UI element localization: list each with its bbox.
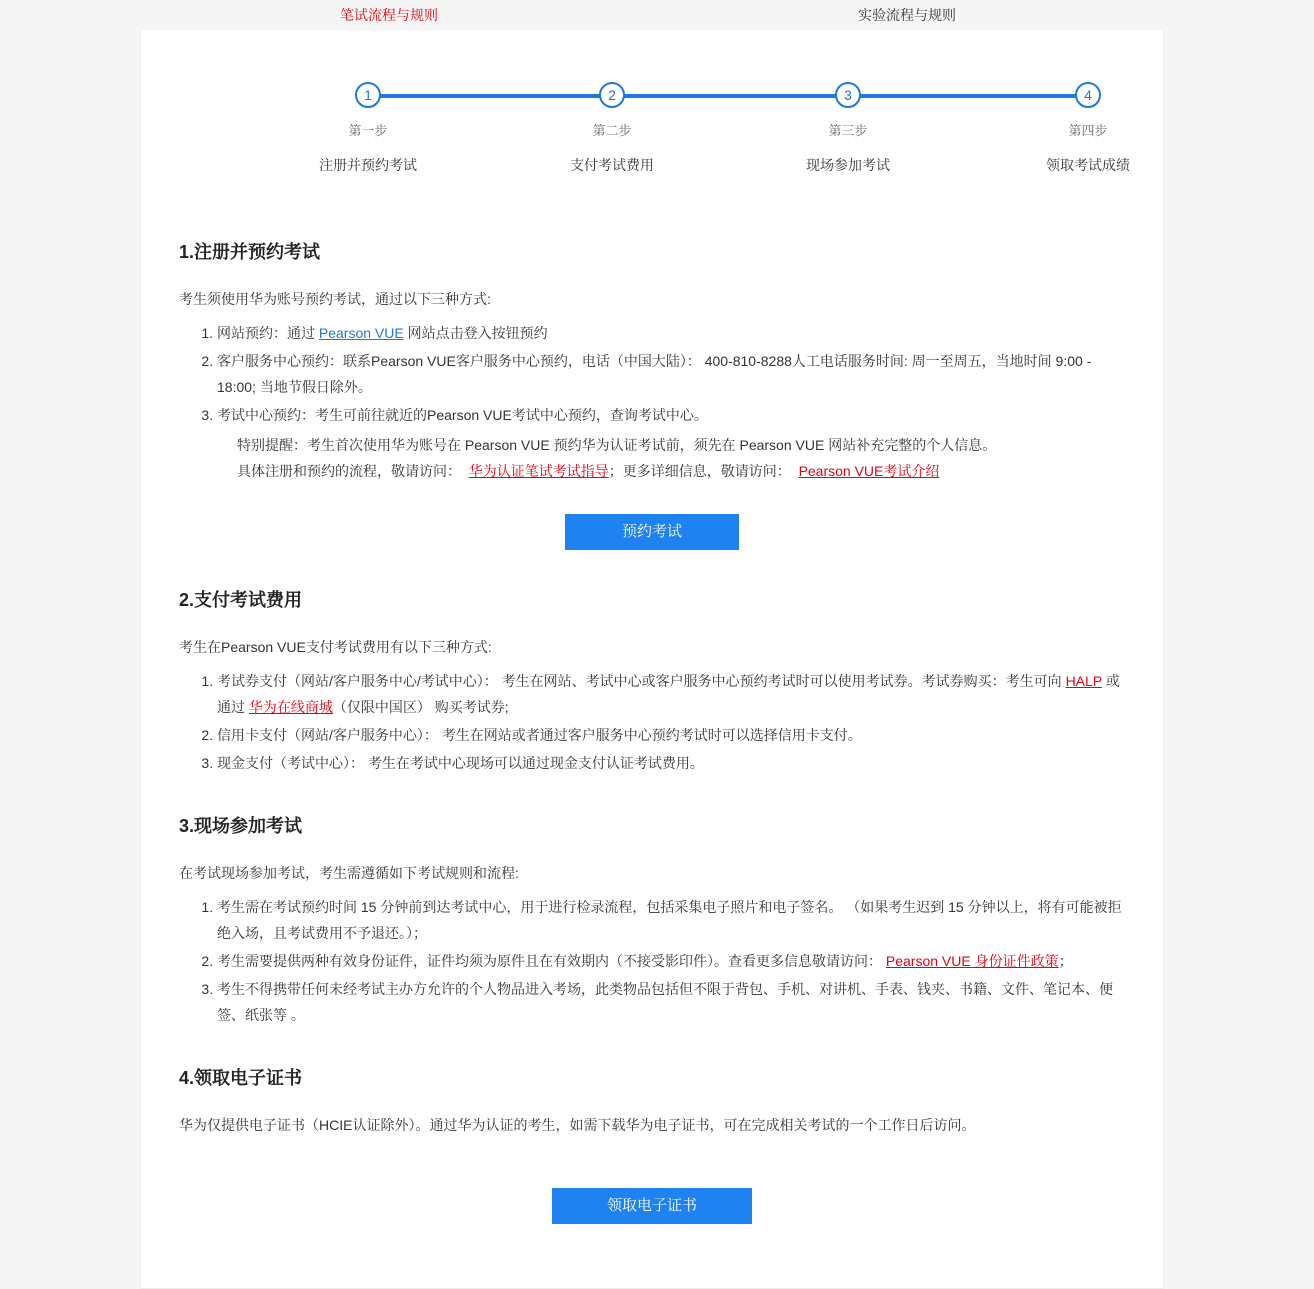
tab-written-exam-rules[interactable]: 笔试流程与规则 xyxy=(340,7,438,23)
certificate-button-wrap xyxy=(179,1146,1125,1268)
step-3 xyxy=(768,82,928,175)
section-2-item-2: 2. 信用卡支付（网站/客户服务中心）： 考生在网站或者通过客户服务中心预约考试时可以选择信用卡支付。 xyxy=(217,722,1125,748)
section-2-item-1-pre: 考试券支付（网站/客户服务中心/考试中心）： 考生在网站、考试中心或客户服务中心预约考试时可以使用考试券。考试券购买：考生可向 xyxy=(217,673,1066,689)
huawei-online-store-link[interactable]: 华为在线商城 xyxy=(248,699,333,715)
section-1-intro: 考生须使用华为账号预约考试，通过以下三种方式: xyxy=(179,291,491,307)
section-3-item-2-post: ； xyxy=(1058,953,1073,969)
section-1-item-3: 3. 考试中心预约：考生可前往就近的Pearson VUE考试中心预约，查询考试中心。 xyxy=(217,402,1125,428)
section-3-item-1: 1. 考生需在考试预约时间 15 分钟前到达考试中心，用于进行检录流程，包括采集电子照片和电子签名。 （如果考生迟到 15 分钟以上，将有可能被拒绝入场，且考试费用不予退还。）； xyxy=(217,894,1125,946)
pearson-vue-exam-intro-link[interactable]: Pearson VUE考试介绍 xyxy=(798,463,940,479)
section-4-title: 4.领取电子证书 xyxy=(179,1068,303,1088)
section-1-item-1-post: 网站点击登入按钮预约 xyxy=(403,325,548,341)
huawei-written-exam-guide-link[interactable]: 华为认证笔试考试指导 xyxy=(468,463,609,479)
step-3-number: 3 xyxy=(835,82,861,108)
pearson-vue-link[interactable]: Pearson VUE xyxy=(318,325,404,341)
step-4-label: 领取考试成绩 xyxy=(1046,157,1130,173)
halp-link[interactable]: HALP xyxy=(1065,673,1102,689)
section-1-detail-line xyxy=(179,458,1125,484)
step-3-label: 现场参加考试 xyxy=(806,157,890,173)
step-3-order: 第三步 xyxy=(828,123,868,138)
section-3-intro: 在考试现场参加考试，考生需遵循如下考试规则和流程: xyxy=(179,865,519,881)
pearson-vue-id-policy-link[interactable]: Pearson VUE 身份证件政策 xyxy=(885,953,1059,969)
step-1-label: 注册并预约考试 xyxy=(319,157,417,173)
section-2-item-1-mid: 或通过 xyxy=(217,673,1120,715)
section-2-list xyxy=(179,668,1125,776)
tab-lab-exam-rules[interactable]: 实验流程与规则 xyxy=(858,7,956,23)
section-1-detail-mid: ；更多详细信息，敬请访问： xyxy=(608,463,791,479)
step-2-order: 第二步 xyxy=(592,123,632,138)
tab-bar xyxy=(0,0,1314,30)
book-exam-button[interactable]: 预约考试 xyxy=(565,514,739,550)
section-2-item-1-post: （仅限中国区） 购买考试券; xyxy=(332,699,509,715)
section-2-intro: 考生在Pearson VUE支付考试费用有以下三种方式: xyxy=(179,639,492,655)
section-1-warning: 特别提醒：考生首次使用华为账号在 Pearson VUE 预约华为认证考试前，须先在 Pearson VUE 网站补充完整的个人信息。 xyxy=(237,437,997,453)
step-1-order: 第一步 xyxy=(348,123,388,138)
step-1 xyxy=(288,82,448,175)
section-1-item-1 xyxy=(217,320,1125,346)
section-3-list xyxy=(179,894,1125,1028)
step-4-number: 4 xyxy=(1075,82,1101,108)
content-body xyxy=(141,238,1163,1288)
section-1-item-2: 2. 客户服务中心预约：联系Pearson VUE客户服务中心预约，电话（中国大陆）： 400-810-8288人工电话服务时间: 周一至周五，当地时间 9:00 - 18:00; 当地节假日除外。 xyxy=(217,348,1125,400)
section-4-paragraph: 华为仅提供电子证书（HCIE认证除外）。通过华为认证的考生，如需下载华为电子证书，可在完成相关考试的一个工作日后访问。 xyxy=(179,1117,976,1133)
section-3-item-2 xyxy=(217,948,1125,974)
step-2-number: 2 xyxy=(599,82,625,108)
step-4 xyxy=(1008,82,1168,175)
section-1-list xyxy=(179,320,1125,428)
section-3-title: 3.现场参加考试 xyxy=(179,816,303,836)
stepper-connector-line xyxy=(368,94,1088,98)
section-1-detail-pre: 具体注册和预约的流程，敬请访问： xyxy=(237,463,461,479)
step-2 xyxy=(532,82,692,175)
section-2-item-1 xyxy=(217,668,1125,720)
get-e-certificate-button[interactable]: 领取电子证书 xyxy=(552,1188,752,1224)
progress-stepper xyxy=(212,82,1130,202)
section-2-item-3: 3. 现金支付（考试中心）： 考生在考试中心现场可以通过现金支付认证考试费用。 xyxy=(217,750,1125,776)
content-card xyxy=(140,30,1164,1289)
section-3-item-2-pre: 考生需要提供两种有效身份证件，证件均须为原件且在有效期内（不接受影印件）。查看更多信息敬请访问： xyxy=(217,953,886,969)
step-1-number: 1 xyxy=(355,82,381,108)
step-4-order: 第四步 xyxy=(1068,123,1108,138)
appointment-button-wrap xyxy=(179,484,1125,550)
section-2-title: 2.支付考试费用 xyxy=(179,590,303,610)
section-1-title: 1.注册并预约考试 xyxy=(179,242,321,262)
section-3-item-3: 3. 考生不得携带任何未经考试主办方允许的个人物品进入考场，此类物品包括但不限于背包、手机、对讲机、手表、钱夹、书籍、文件、笔记本、便签、纸张等 。 xyxy=(217,976,1125,1028)
section-1-item-1-pre: 网站预约：通过 xyxy=(217,325,319,341)
bottom-spacer xyxy=(179,1268,1125,1288)
step-2-label: 支付考试费用 xyxy=(570,157,654,173)
